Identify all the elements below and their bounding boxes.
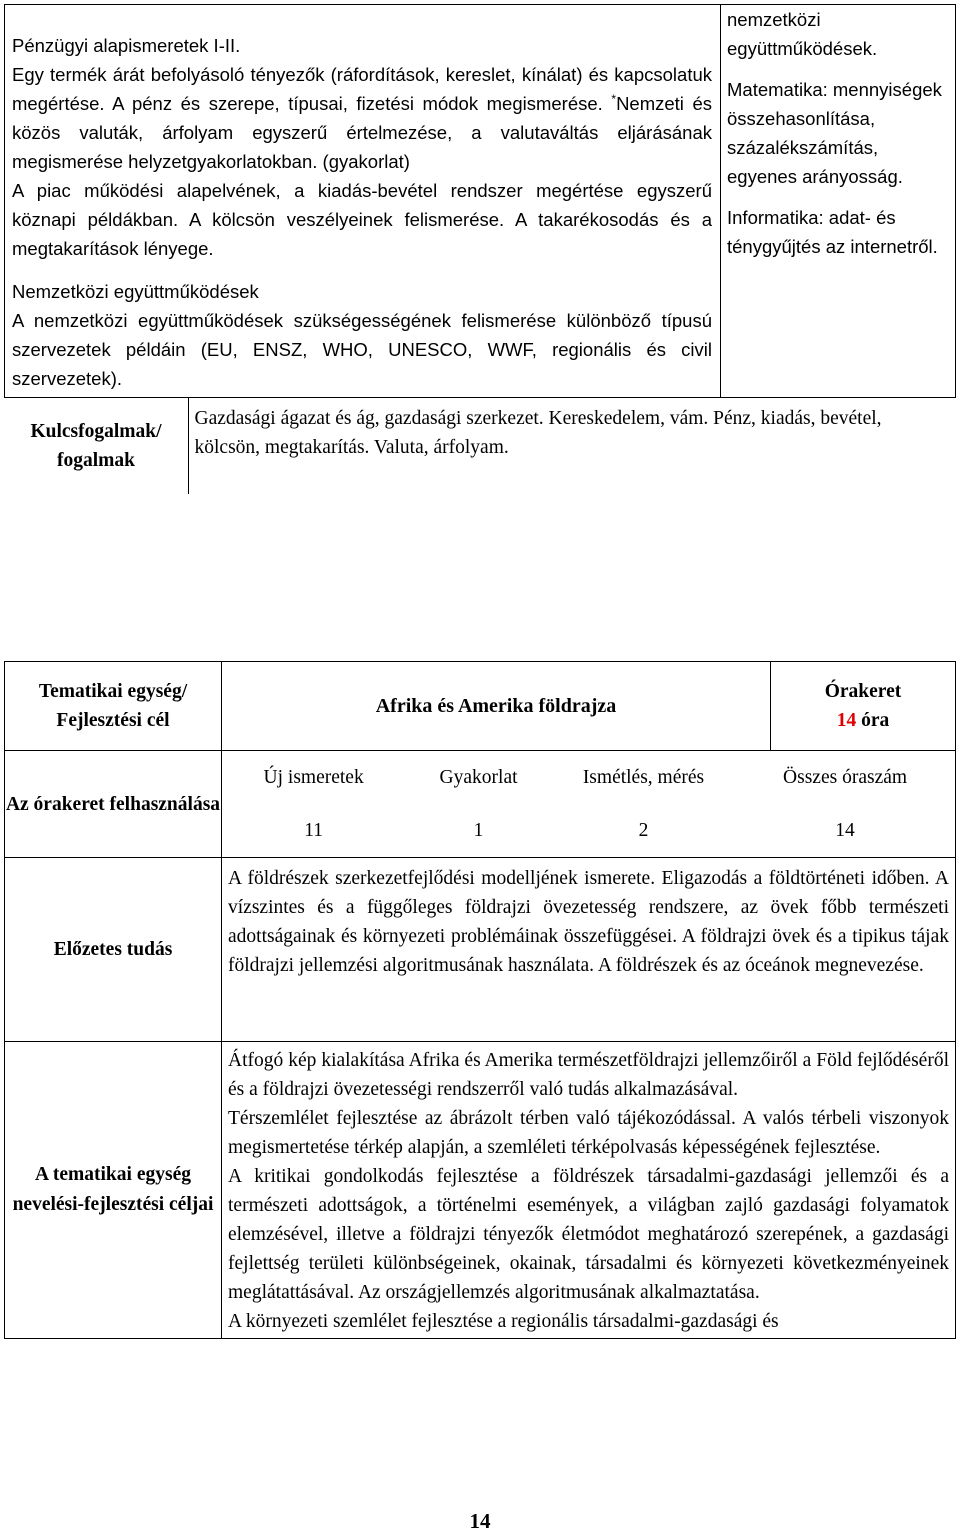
usage-value-total: 14 [835,820,855,841]
usage-header-new: Új ismeretek [263,767,364,788]
unit-table [4,661,956,1339]
key-concepts-value: Gazdasági ágazat és ág, gazdasági szerkezet. Kereskedelem, vám. Pénz, kiadás, bevétel, kölcsön, megtakarítás. Valuta, árfolyam. [194,408,882,458]
link-text: Informatika: adat- és ténygyűjtés az internetről. [727,207,938,257]
content-paragraph: A nemzetközi együttműködések szükségességének felismerése különböző típusú szervezetek példáin (EU, ENSZ, WHO, UNESCO, WWF, regionális és civil szervezetek). [12,310,712,389]
goal-paragraph: Térszemlélet fejlesztése az ábrázolt térben való tájékozódással. A valós térbeli viszonyok megismertetése térkép alapján, a szemléleti térképolvasás képességének fejlesztése. [228,1108,949,1158]
unit-title: Afrika és Amerika földrajza [222,662,771,751]
usage-value-review: 2 [638,820,649,841]
content-cell [5,5,721,398]
hours-value: 14 [836,710,857,731]
key-concepts-label: Kulcsfogalmak/ fogalmak [5,398,189,494]
usage-value-new: 11 [304,820,324,841]
topic-heading: Pénzügyi alapismeretek I-II. [12,35,241,56]
link-text: nemzetközi együttműködések. [727,9,878,59]
usage-header-total: Összes óraszám [783,767,908,788]
prior-knowledge-text: A földrészek szerkezetfejlődési modelljének ismerete. Eligazodás a földtörténeti időben. A vízszintes és a függőleges földrajzi övezetesség rendszere, az övek főbb természeti adottságainak és környezeti problémáinak összefüggései. A földrajzi övek és a tipikus tájak földrajzi jellemzési algoritmusának használata. A földrészek és az óceánok megnevezése. [222,858,956,1042]
goals-cell [222,1042,956,1339]
links-cell [721,5,956,398]
content-paragraph: Egy termék árát befolyásoló tényezők (ráfordítások, kereslet, kínálat) és kapcsolatuk megértése. A pénz és szerepe, típusai, fizetési módok megismerése. *Nemzeti és közös valuták, árfolyam egyszerű értelmezése, a valutaváltás eljárásának megismerése helyzetgyakorlatokban. (gyakorlat) [12,64,713,172]
usage-value-practice: 1 [473,820,484,841]
goals-label: A tematikai egység nevelési-fejlesztési céljai [5,1042,222,1339]
usage-cell [222,751,956,858]
hours-amount: 14 óra [836,710,890,731]
page-number: 14 [469,1509,491,1533]
unit-label: Tematikai egység/ Fejlesztési cél [5,662,222,751]
content-paragraph: A piac működési alapelvének, a kiadás-bevétel rendszer megértése egyszerű köznapi példákban. A kölcsön veszélyeinek felismerése. A takarékosodás és a megtakarítások lényege. [12,180,712,259]
usage-header-practice: Gyakorlat [439,767,518,788]
usage-header-review: Ismétlés, mérés [582,767,705,788]
topic-table-continued [4,4,956,494]
prior-knowledge-label: Előzetes tudás [5,858,222,1042]
hours-cell [771,662,956,751]
goal-paragraph: Átfogó kép kialakítása Afrika és Amerika természetföldrajzi jellemzőiről a Föld fejlődéséről és a földrajzi övezetességi rendszerről való tudás alkalmazásával. [228,1050,949,1100]
hours-label: Órakeret [824,681,902,702]
goal-paragraph: A környezeti szemlélet fejlesztése a regionális társadalmi-gazdasági és [228,1311,779,1332]
link-text: Matematika: mennyiségek összehasonlítása, százalékszámítás, egyenes arányosság. [727,79,942,187]
goal-paragraph: A kritikai gondolkodás fejlesztése a földrészek társadalmi-gazdasági jellemzői és a természeti adottságok, a történelmi események, a világban zajló gazdasági folyamatok elemzésével, illetve a földrajzi tényezők életmódot meghatározó szerepének, a gazdasági fejlettség területi különbségeinek, okainak, társadalmi és környezeti következményeinek meglátattásával. Az országjellemzés algoritmusának alkalmaztatása. [228,1166,949,1303]
usage-label: Az órakeret felhasználása [5,751,222,858]
subtopic-heading: Nemzetközi együttműködések [12,281,259,302]
